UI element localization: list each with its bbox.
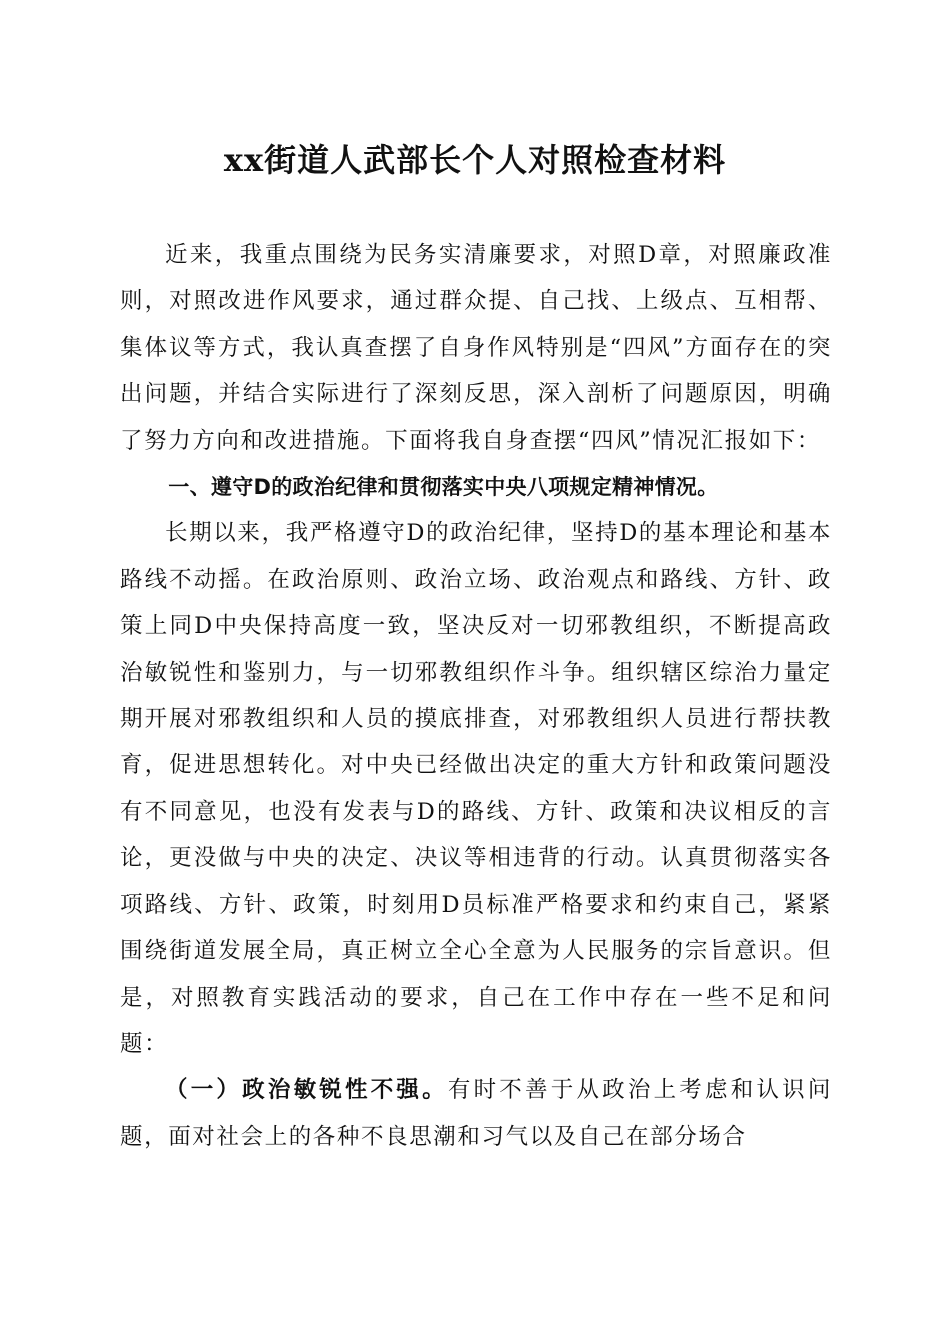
document-title: xx街道人武部长个人对照检查材料 [223, 141, 727, 179]
subsection-1-text: 有时不善于从政治上考虑和认识问题，面对社会上的各种不良思潮和习气以及自己在部分场合 [120, 1077, 832, 1150]
subsection-1-lead: （一）政治敏锐性不强。 [165, 1077, 448, 1104]
section-1-paragraph: 长期以来，我严格遵守D的政治纪律，坚持D的基本理论和基本路线不动摇。在政治原则、政治立场、政治观点和路线、方针、政策上同D中央保持高度一致，坚决反对一切邪教组织，不断提高政治敏锐性和鉴别力，与一切邪教组织作斗争。组织辖区综治力量定期开展对邪教组织和人员的摸底排查，对邪教组织人员进行帮扶教育，促进思想转化。对中央已经做出决定的重大方针和政策问题没有不同意见，也没有发表与D的路线、方针、政策和决议相反的言论，更没做与中央的决定、决议等相违背的行动。认真贯彻落实各项路线、方针、政策，时刻用D员标准严格要求和约束自己，紧紧围绕街道发展全局，真正树立全心全意为人民服务的宗旨意识。但是，对照教育实践活动的要求，自己在工作中存在一些不足和问题： [120, 520, 832, 1057]
document-body [120, 232, 832, 1160]
intro-paragraph: 近来，我重点围绕为民务实清廉要求，对照D章，对照廉政准则，对照改进作风要求，通过群众提、自己找、上级点、互相帮、集体议等方式，我认真查摆了自身作风特别是“四风”方面存在的突出问题，并结合实际进行了深刻反思，深入剖析了问题原因，明确了努力方向和改进措施。下面将我自身查摆“四风”情况汇报如下： [120, 242, 832, 454]
section-heading-1: 一、遵守D的政治纪律和贯彻落实中央八项规定精神情况。 [168, 475, 719, 500]
subsection-1-paragraph [120, 1067, 832, 1160]
